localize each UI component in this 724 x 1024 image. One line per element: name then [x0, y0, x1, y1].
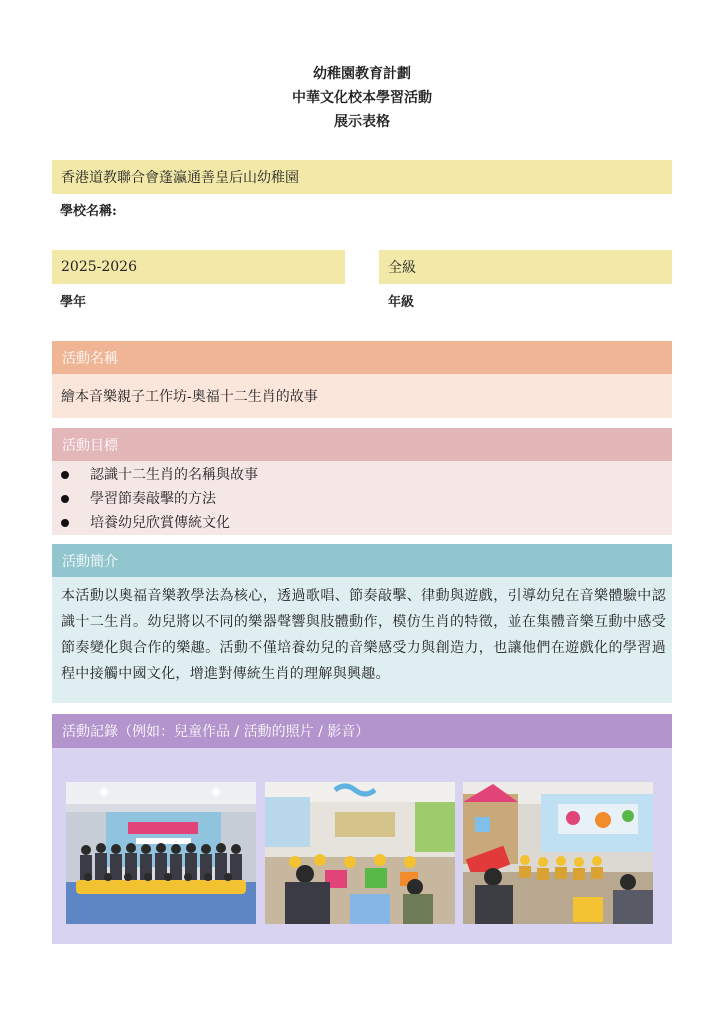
list-item: 學習節奏敲擊的方法 [52, 487, 672, 511]
bullet-icon [61, 471, 69, 479]
school-year-field: 2025-2026 [52, 250, 345, 284]
objectives-body [52, 461, 672, 535]
record-header: 活動記錄（例如：兒童作品 / 活動的照片 / 影音） [52, 714, 672, 748]
grade-field: 全級 [379, 250, 672, 284]
document-title [0, 62, 724, 134]
activity-photo-story [463, 782, 653, 924]
activity-name-value: 繪本音樂親子工作坊-奧福十二生肖的故事 [52, 374, 672, 418]
list-item: 認識十二生肖的名稱與故事 [52, 463, 672, 487]
bullet-icon [61, 495, 69, 503]
title-line-1: 幼稚園教育計劃 [313, 66, 411, 82]
school-year-label: 學年 [60, 295, 87, 310]
intro-body [52, 577, 672, 703]
list-item: 培養幼兒欣賞傳統文化 [52, 511, 672, 535]
objectives-header: 活動目標 [52, 428, 672, 461]
grade-label: 年級 [388, 295, 415, 310]
intro-text: 本活動以奧福音樂教學法為核心，透過歌唱、節奏敲擊、律動與遊戲，引導幼兒在音樂體驗中認識十二生肖。幼兒將以不同的樂器聲響與肢體動作，模仿生肖的特徵，並在集體音樂互動中感受節奏變化與合作的樂趣。活動不僅培養幼兒的音樂感受力與創造力，也讓他們在遊戲化的學習過程中接觸中國文化，增進對傳統生肖的理解與興趣。 [61, 588, 666, 682]
intro-header: 活動簡介 [52, 544, 672, 577]
activity-photo-music [265, 782, 455, 924]
activity-photo-group [66, 782, 256, 924]
title-line-3: 展示表格 [334, 114, 390, 130]
title-line-2: 中華文化校本學習活動 [292, 90, 432, 106]
school-name-label: 學校名稱: [60, 204, 117, 219]
bullet-icon [61, 519, 69, 527]
school-name-field: 香港道教聯合會蓬瀛通善皇后山幼稚園 [52, 160, 672, 194]
objectives-list [52, 463, 672, 535]
activity-name-header: 活動名稱 [52, 341, 672, 374]
